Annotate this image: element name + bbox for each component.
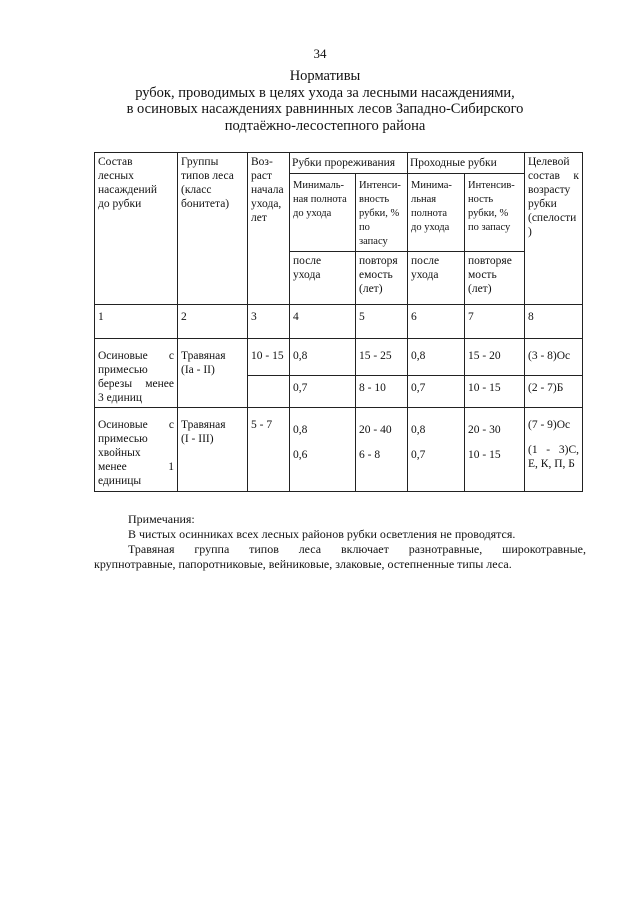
age-cell-empty <box>248 376 290 408</box>
header-min-density-passage: Минима- льная полнота до ухода <box>408 174 465 252</box>
intensity-passage-cell: 10 - 15 <box>465 376 525 408</box>
note-line: крупнотравные, папоротниковые, вейниковые, злаковые, остепненные типы леса. <box>94 557 512 571</box>
note-line: Травяная группа типов леса включает разнотравные, широкотравные, <box>128 542 586 556</box>
column-number: 3 <box>248 305 290 339</box>
intensity-passage-cell: 15 - 20 <box>465 339 525 376</box>
title-line: Нормативы <box>289 68 361 84</box>
target-cell: (7 - 9)Ос (1 - 3)С, Е, К, П, Б <box>525 408 583 492</box>
composition-cell: Осиновые с примесью хвойных менее 1 единицы <box>95 408 178 492</box>
header-start-age: Воз- раст начала ухода, лет <box>248 153 290 305</box>
intensity-thinning-cell: 15 - 25 <box>356 339 408 376</box>
table-row <box>95 339 583 376</box>
header-after-care-thinning: после ухода <box>290 252 356 305</box>
density-passage-cell: 0,8 <box>408 339 465 376</box>
forest-type-cell: Травяная (I - III) <box>178 408 248 492</box>
age-cell: 5 - 7 <box>248 408 290 492</box>
density-passage-cell: 0,8 0,7 <box>408 408 465 492</box>
page-title <box>90 68 560 134</box>
density-thinning-cell: 0,8 <box>290 339 356 376</box>
column-number: 4 <box>290 305 356 339</box>
forest-type-cell: Травяная (Iа - II) <box>178 339 248 408</box>
title-line: в осиновых насаждениях равнинных лесов Западно-Сибирского <box>126 101 524 117</box>
header-target-composition: Целевой состав к возрасту рубки (спелости ) <box>525 153 583 305</box>
notes-heading: Примечания: <box>128 512 195 526</box>
column-number-row <box>95 305 583 339</box>
density-passage-cell: 0,7 <box>408 376 465 408</box>
note-line: В чистых осинниках всех лесных районов рубки осветления не проводятся. <box>128 527 516 541</box>
density-thinning-cell: 0,8 0,6 <box>290 408 356 492</box>
header-intensity-thinning: Интенси- вность рубки, % по запасу <box>356 174 408 252</box>
intensity-thinning-cell: 8 - 10 <box>356 376 408 408</box>
header-passage-cutting: Проходные рубки <box>408 153 525 174</box>
composition-cell: Осиновые с примесью березы менее 3 единиц <box>95 339 178 408</box>
page-number: 34 <box>313 46 327 61</box>
age-cell: 10 - 15 <box>248 339 290 376</box>
header-row <box>95 153 583 174</box>
header-repeat-passage: повторяе мость (лет) <box>465 252 525 305</box>
column-number: 8 <box>525 305 583 339</box>
column-number: 6 <box>408 305 465 339</box>
header-intensity-passage: Интенсив- ность рубки, % по запасу <box>465 174 525 252</box>
target-cell: (3 - 8)Ос <box>525 339 583 376</box>
table-row <box>95 408 583 492</box>
title-line: подтаёжно-лесостепного района <box>224 117 426 134</box>
density-thinning-cell: 0,7 <box>290 376 356 408</box>
intensity-thinning-cell: 20 - 40 6 - 8 <box>356 408 408 492</box>
notes <box>94 512 586 572</box>
target-cell: (2 - 7)Б <box>525 376 583 408</box>
header-thinning: Рубки прореживания <box>290 153 408 174</box>
header-forest-type-group: Группы типов леса (класс бонитета) <box>178 153 248 305</box>
title-line: рубок, проводимых в целях ухода за лесными насаждениями, <box>135 84 515 101</box>
norms-table <box>94 152 583 492</box>
header-repeat-thinning: повторя емость (лет) <box>356 252 408 305</box>
header-after-care-passage: после ухода <box>408 252 465 305</box>
column-number: 7 <box>465 305 525 339</box>
header-composition: Состав лесных насаждений до рубки <box>95 153 178 305</box>
column-number: 1 <box>95 305 178 339</box>
column-number: 5 <box>356 305 408 339</box>
intensity-passage-cell: 20 - 30 10 - 15 <box>465 408 525 492</box>
header-min-density-thinning: Минималь- ная полнота до ухода <box>290 174 356 252</box>
column-number: 2 <box>178 305 248 339</box>
